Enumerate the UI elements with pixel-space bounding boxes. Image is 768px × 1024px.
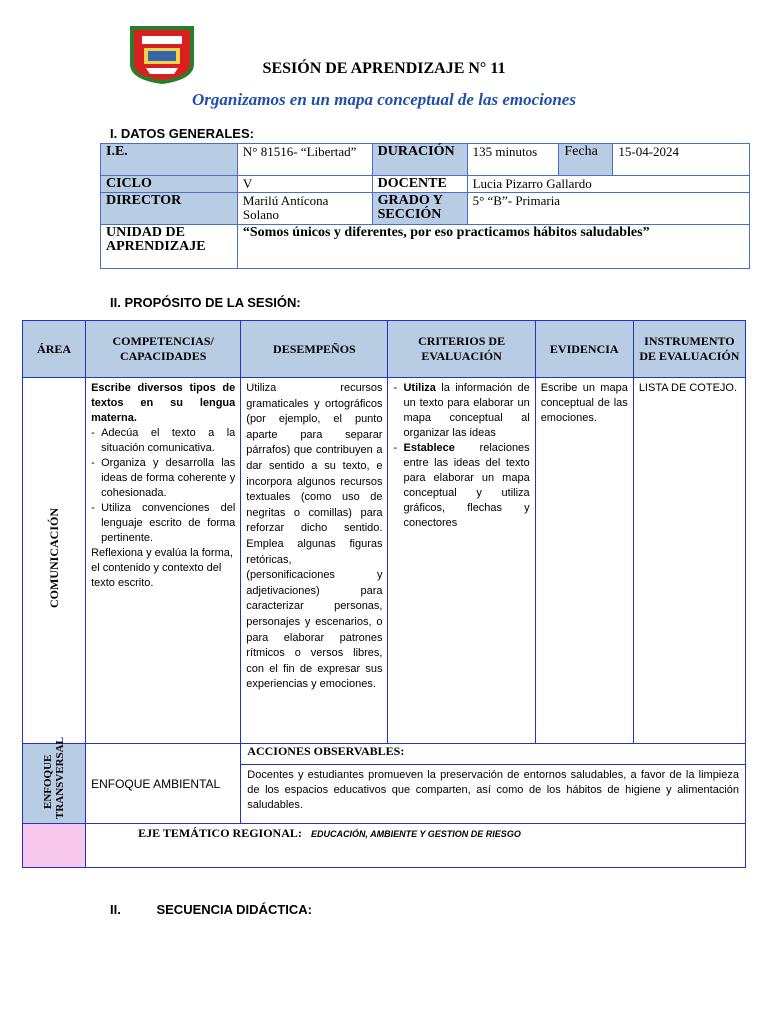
page-subtitle: Organizamos en un mapa conceptual de las emociones: [192, 90, 576, 109]
header-desempenos: DESEMPEÑOS: [241, 321, 388, 378]
ie-label: I.E.: [101, 144, 238, 176]
duracion-value: 135 minutos: [467, 144, 559, 176]
competencias-cell: [86, 378, 241, 744]
header-competencias: COMPETENCIAS/ CAPACIDADES: [86, 321, 241, 378]
capacidad-item: - Organiza y desarrolla las ideas de forma coherente y cohesionada.: [91, 456, 235, 501]
grado-value: 5° “B”- Primaria: [467, 193, 749, 225]
criterio-item: [393, 441, 529, 531]
section-title: SECUENCIA DIDÁCTICA:: [156, 902, 312, 917]
area-label: COMUNICACIÓN: [46, 508, 61, 608]
duracion-label: DURACIÓN: [372, 144, 467, 176]
acciones-cell: [241, 744, 746, 824]
datos-generales-table: [100, 143, 750, 269]
section-datos-generales-heading: I. DATOS GENERALES:: [110, 126, 254, 141]
grado-label: GRADO Y SECCIÓN: [372, 193, 467, 225]
acciones-label: ACCIONES OBSERVABLES:: [241, 744, 745, 765]
proposito-table: [22, 320, 746, 868]
criterio-text: relaciones entre las ideas del texto para elaborar un mapa conceptual y utiliza gráficos, flechas y conectores: [403, 442, 530, 529]
unidad-label: UNIDAD DE APRENDIZAJE: [101, 225, 238, 269]
fecha-value: 15-04-2024: [613, 144, 750, 176]
eje-side-cell: [23, 824, 86, 868]
enfoque-name: ENFOQUE AMBIENTAL: [86, 744, 241, 824]
acciones-text: Docentes y estudiantes promueven la preservación de entornos saludables, a favor de la limpieza de los espacios educativos que comparten, así como de los hábitos de higiene y alimentación saludables.: [247, 769, 739, 811]
desempeno-cell: Utiliza recursos gramaticales y ortográficos (por ejemplo, el punto aparte para separar párrafos) que contribuyen a dar sentido a su texto, e incorpora algunos recursos textuales (como uso de negritas o comillas) para reforzar dicho sentido. Emplea algunas figuras retóricas, (personificaciones y adjetivaciones) para caracterizar personas, personajes y escenarios, o para elaborar patrones rítmicos o versos libres, con el fin de expresar sus experiencias y emociones.: [241, 378, 388, 744]
enfoque-side-label: ENFOQUE TRANSVERSAL: [42, 737, 67, 819]
criterio-item: [393, 381, 529, 441]
criterio-verb: Utiliza: [403, 382, 436, 394]
header-instrumento: INSTRUMENTO DE EVALUACIÓN: [633, 321, 745, 378]
capacidad-final: Reflexiona y evalúa la forma, el contenido y contexto del texto escrito.: [91, 547, 233, 589]
director-value: Marilú Antícona Solano: [237, 193, 372, 225]
ciclo-label: CICLO: [101, 176, 238, 193]
section-secuencia-heading: [110, 902, 312, 917]
criterio-text: la información de un texto para elaborar un mapa conceptual al organizar las ideas: [403, 382, 530, 439]
header-criterios: CRITERIOS DE EVALUACIÓN: [388, 321, 535, 378]
eje-value: EDUCACIÓN, AMBIENTE Y GESTION DE RIESGO: [310, 829, 521, 839]
eje-cell: [86, 824, 746, 868]
competencia-title: Escribe diversos tipos de textos en su lengua materna.: [91, 382, 236, 424]
capacidad-item: - Utiliza convenciones del lenguaje escrito de forma pertinente.: [91, 501, 235, 546]
unidad-value: “Somos únicos y diferentes, por eso practicamos hábitos saludables”: [237, 225, 749, 269]
area-cell: [23, 378, 86, 744]
docente-value: Lucia Pizarro Gallardo: [467, 176, 749, 193]
ciclo-value: V: [237, 176, 372, 193]
section-proposito-heading: II. PROPÓSITO DE LA SESIÓN:: [110, 295, 301, 310]
fecha-label: Fecha: [559, 144, 613, 176]
criterios-cell: [388, 378, 535, 744]
section-number: II.: [110, 902, 121, 917]
eje-label: EJE TEMÁTICO REGIONAL:: [138, 826, 302, 840]
capacidad-item: - Adecúa el texto a la situación comunicativa.: [91, 426, 235, 456]
header-evidencia: EVIDENCIA: [535, 321, 633, 378]
page-title: SESIÓN DE APRENDIZAJE N° 11: [262, 60, 506, 77]
director-label: DIRECTOR: [101, 193, 238, 225]
evidencia-cell: Escribe un mapa conceptual de las emociones.: [535, 378, 633, 744]
criterio-verb: Establece: [403, 442, 455, 454]
ie-value: N° 81516- “Libertad”: [237, 144, 372, 176]
header-area: ÁREA: [23, 321, 86, 378]
docente-label: DOCENTE: [372, 176, 467, 193]
enfoque-side-cell: [23, 737, 86, 824]
instrumento-cell: LISTA DE COTEJO.: [633, 378, 745, 744]
